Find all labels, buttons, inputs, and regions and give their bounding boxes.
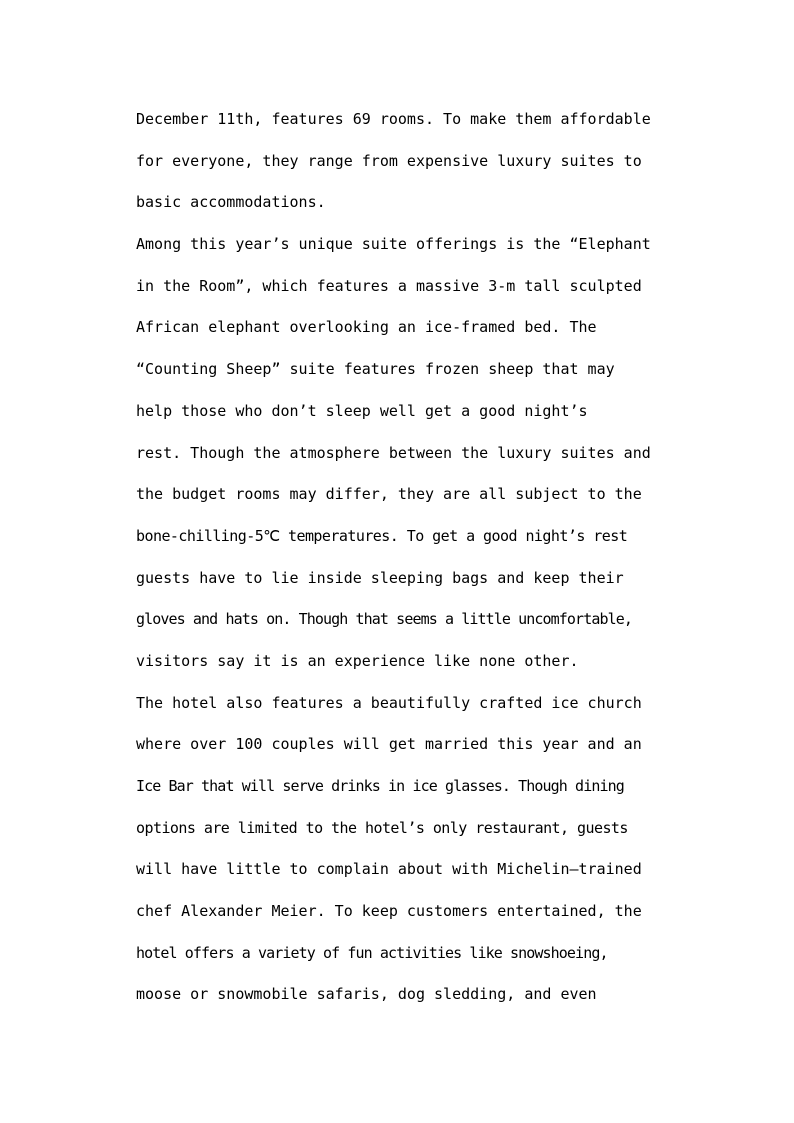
text-line: The hotel also features a beautifully crafted ice church (136, 693, 642, 712)
text-line: bone-chilling-5℃ temperatures. To get a good night’s rest (136, 526, 628, 545)
text-line: “Counting Sheep” suite features frozen sheep that may (136, 360, 615, 379)
text-line: moose or snowmobile safaris, dog sledding, and even (136, 985, 597, 1004)
text-line: the budget rooms may differ, they are all subject to the (136, 485, 642, 504)
text-line: for everyone, they range from expensive luxury suites to (136, 151, 642, 170)
text-line: in the Room”, which features a massive 3-m tall sculpted (136, 276, 642, 295)
text-line: hotel offers a variety of fun activities like snowshoeing, (136, 943, 608, 962)
text-line: will have little to complain about with Michelin—trained (136, 860, 642, 879)
text-line: where over 100 couples will get married this year and an (136, 735, 642, 754)
text-line: December 11th, features 69 rooms. To make them affordable (136, 110, 651, 128)
article-body (136, 104, 692, 1021)
text-line: options are limited to the hotel’s only restaurant, guests (136, 818, 628, 837)
text-line: basic accommodations. (136, 193, 326, 212)
text-line: chef Alexander Meier. To keep customers entertained, the (136, 902, 642, 921)
text-line: visitors say it is an experience like none other. (136, 651, 579, 670)
text-line: gloves and hats on. Though that seems a little uncomfortable, (136, 610, 632, 629)
text-line: help those who don’t sleep well get a good night’s (136, 401, 588, 420)
text-line: guests have to lie inside sleeping bags and keep their (136, 568, 624, 587)
text-line: African elephant overlooking an ice-framed bed. The (136, 318, 597, 337)
text-line: rest. Though the atmosphere between the luxury suites and (136, 443, 651, 462)
text-line: Among this year’s unique suite offerings is the “Elephant (136, 235, 651, 254)
text-line: Ice Bar that will serve drinks in ice glasses. Though dining (136, 777, 624, 795)
